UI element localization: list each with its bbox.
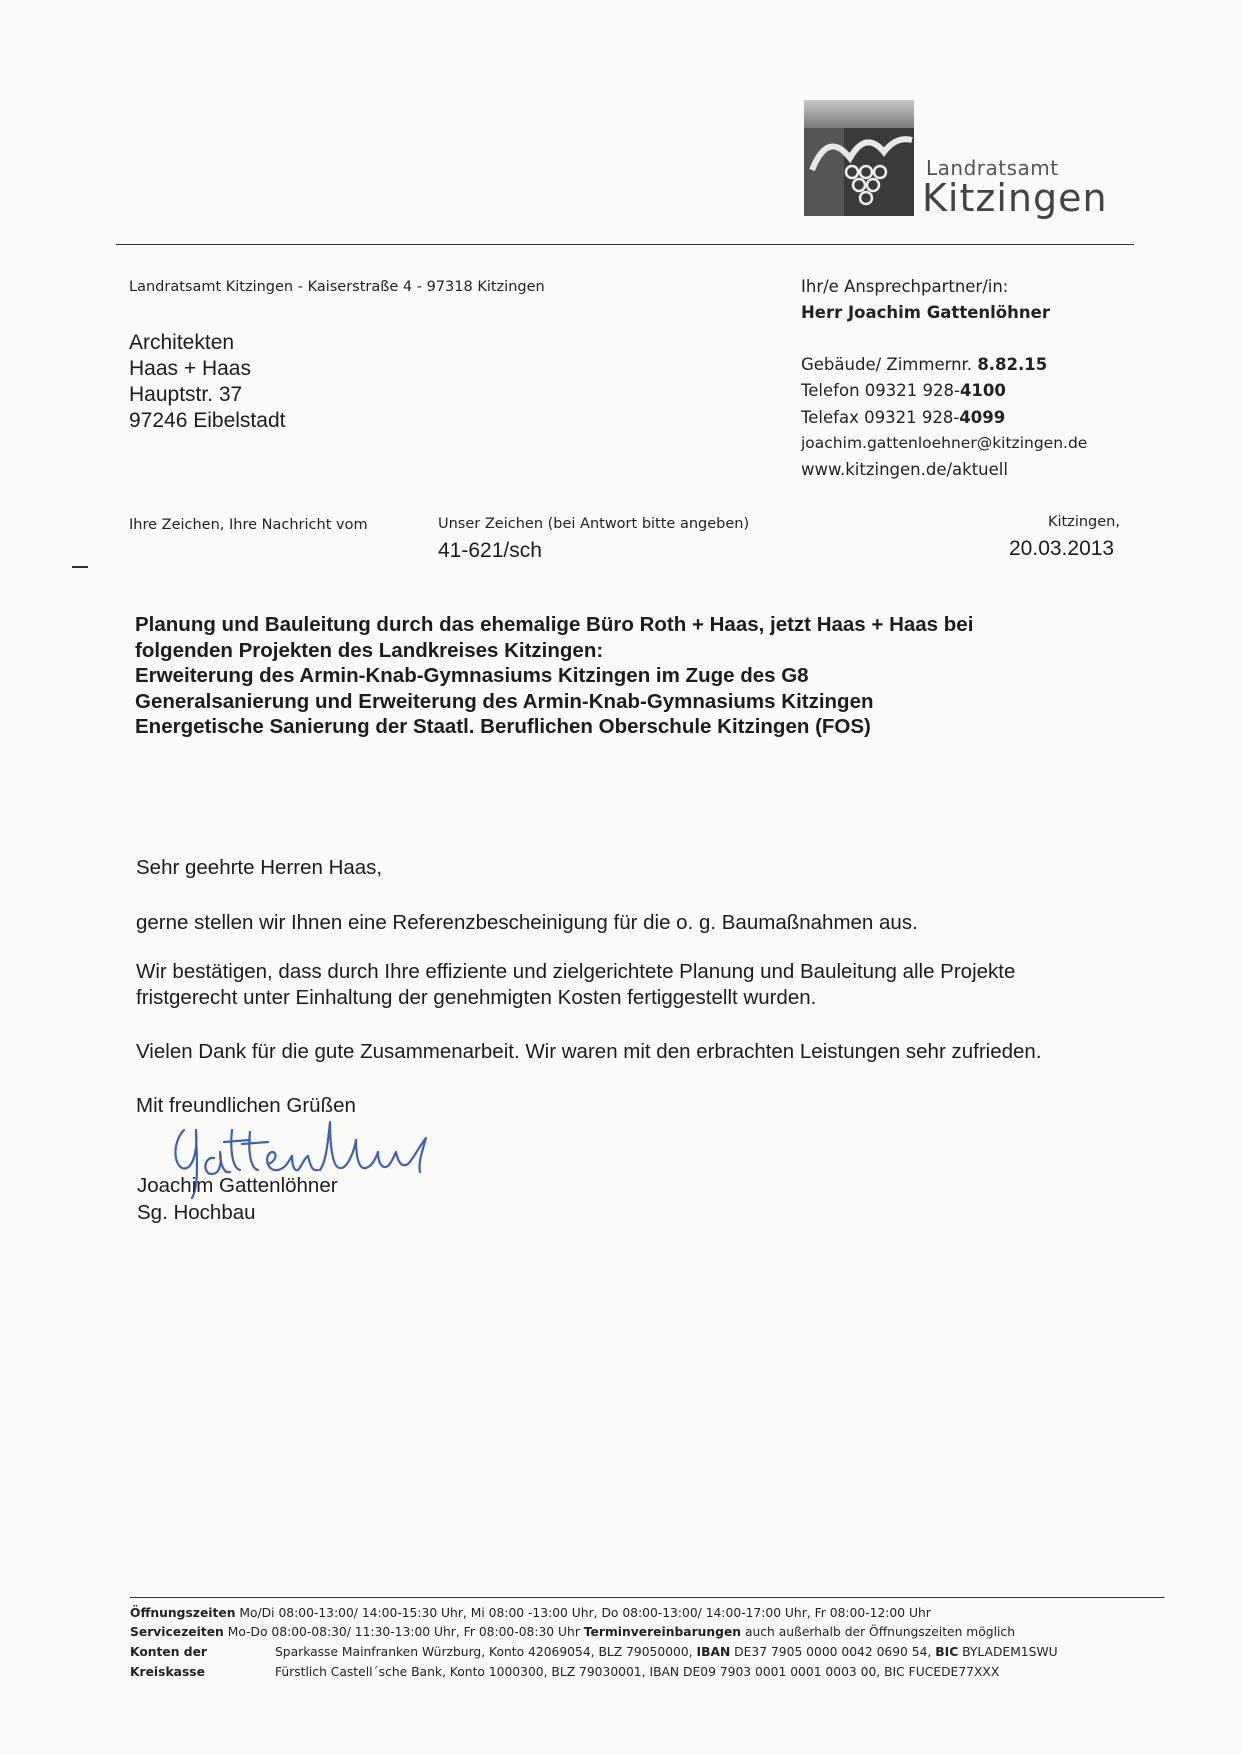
- footer-rule: [130, 1597, 1164, 1598]
- footer-opening-hours: [130, 1606, 931, 1620]
- paragraph-3: Vielen Dank für die gute Zusammenarbeit. Wir waren mit den erbrachten Leistungen sehr zufrieden.: [136, 1040, 1042, 1063]
- room-label: Gebäude/ Zimmernr.: [801, 355, 973, 374]
- room-value: 8.82.15: [977, 355, 1048, 374]
- hours-label: Öffnungszeiten: [130, 1606, 236, 1620]
- contact-room: [801, 355, 1047, 374]
- subject-line: Generalsanierung und Erweiterung des Armin-Knab-Gymnasiums Kitzingen: [135, 689, 874, 713]
- closing: Mit freundlichen Grüßen: [136, 1094, 356, 1117]
- recipient-address: [129, 330, 285, 434]
- cash-office-label: Kreiskasse: [130, 1665, 205, 1679]
- bank1-bic-label: BIC: [935, 1645, 959, 1659]
- contact-email: joachim.gattenloehner@kitzingen.de: [801, 434, 1088, 452]
- coat-of-arms-icon: [804, 100, 914, 216]
- service-text: Mo-Do 08:00-08:30/ 11:30-13:00 Uhr, Fr 08:00-08:30 Uhr: [223, 1625, 584, 1639]
- bank1-text: Sparkasse Mainfranken Würzburg, Konto 42069054, BLZ 79050000,: [275, 1645, 697, 1659]
- fax-ext: 4099: [959, 408, 1006, 427]
- footer-bank-1: [275, 1645, 1058, 1659]
- logo-line-2: Kitzingen: [922, 176, 1108, 220]
- paragraph-2-line-2: fristgerecht unter Einhaltung der genehmigten Kosten fertiggestellt wurden.: [136, 986, 817, 1009]
- recipient-line-4: 97246 Eibelstadt: [129, 409, 286, 432]
- bank1-iban-label: IBAN: [696, 1645, 731, 1659]
- our-reference-value: 41-621/sch: [438, 539, 542, 562]
- logo-line-1: Landratsamt: [926, 156, 1059, 180]
- fax-label: Telefax 09321 928-: [801, 408, 960, 427]
- our-reference-label: Unser Zeichen (bei Antwort bitte angeben): [438, 516, 750, 532]
- salutation: Sehr geehrte Herren Haas,: [136, 856, 383, 879]
- subject-line: Erweiterung des Armin-Knab-Gymnasiums Kitzingen im Zuge des G8: [135, 664, 809, 687]
- bank1-iban: DE37 7905 0000 0042 0690 54,: [730, 1645, 936, 1659]
- your-reference-label: Ihre Zeichen, Ihre Nachricht vom: [129, 517, 368, 533]
- recipient-line-1: Architekten: [129, 331, 235, 354]
- contact-fax: [801, 408, 1005, 427]
- footer-accounts-label-1: [130, 1645, 207, 1659]
- appointment-text: auch außerhalb der Öffnungszeiten möglich: [741, 1625, 1015, 1639]
- footer-bank-2: Fürstlich Castell´sche Bank, Konto 1000300, BLZ 79030001, IBAN DE09 7903 0001 0001 0003 00, BIC FUCEDE77XXX: [275, 1665, 1000, 1679]
- contact-web: www.kitzingen.de/aktuell: [801, 460, 1008, 479]
- footer-service-hours: [130, 1625, 1015, 1639]
- contact-heading: Ihr/e Ansprechpartner/in:: [801, 277, 1009, 296]
- subject-line: Planung und Bauleitung durch das ehemalige Büro Roth + Haas, jetzt Haas + Haas bei: [135, 613, 974, 636]
- phone-ext: 4100: [959, 381, 1006, 400]
- subject-line: folgenden Projekten des Landkreises Kitzingen:: [135, 638, 604, 662]
- sender-line: Landratsamt Kitzingen - Kaiserstraße 4 - 97318 Kitzingen: [129, 279, 545, 295]
- signer-name: Joachim Gattenlöhner: [137, 1174, 338, 1197]
- paragraph-2-line-1: Wir bestätigen, dass durch Ihre effiziente und zielgerichtete Planung und Bauleitung alle Projekte: [136, 960, 1016, 983]
- paragraph-1: gerne stellen wir Ihnen eine Referenzbescheinigung für die o. g. Baumaßnahmen aus.: [136, 911, 918, 934]
- phone-label: Telefon 09321 928-: [801, 381, 960, 400]
- hours-text: Mo/Di 08:00-13:00/ 14:00-15:30 Uhr, Mi 08:00 -13:00 Uhr, Do 08:00-13:00/ 14:00-17:00 Uhr, Fr 08:00-12:00 Uhr: [235, 1606, 931, 1620]
- appointment-label: Terminvereinbarungen: [583, 1625, 742, 1639]
- bank1-bic: BYLADEM1SWU: [958, 1645, 1058, 1659]
- recipient-line-3: Hauptstr. 37: [129, 383, 243, 406]
- accounts-label: Konten der: [130, 1645, 207, 1659]
- date-place: Kitzingen,: [1048, 514, 1120, 530]
- subject-line: Energetische Sanierung der Staatl. Beruflichen Oberschule Kitzingen (FOS): [135, 715, 871, 738]
- subject-block: [135, 612, 1135, 740]
- contact-name: Herr Joachim Gattenlöhner: [801, 303, 1050, 322]
- service-label: Servicezeiten: [130, 1625, 224, 1639]
- fold-mark: [72, 566, 88, 568]
- recipient-line-2: Haas + Haas: [129, 357, 251, 380]
- contact-phone: [801, 381, 1006, 400]
- footer-accounts-label-2: [130, 1665, 205, 1679]
- header-rule: [116, 244, 1134, 245]
- signer-department: Sg. Hochbau: [137, 1201, 256, 1224]
- letter-date: 20.03.2013: [1009, 537, 1115, 560]
